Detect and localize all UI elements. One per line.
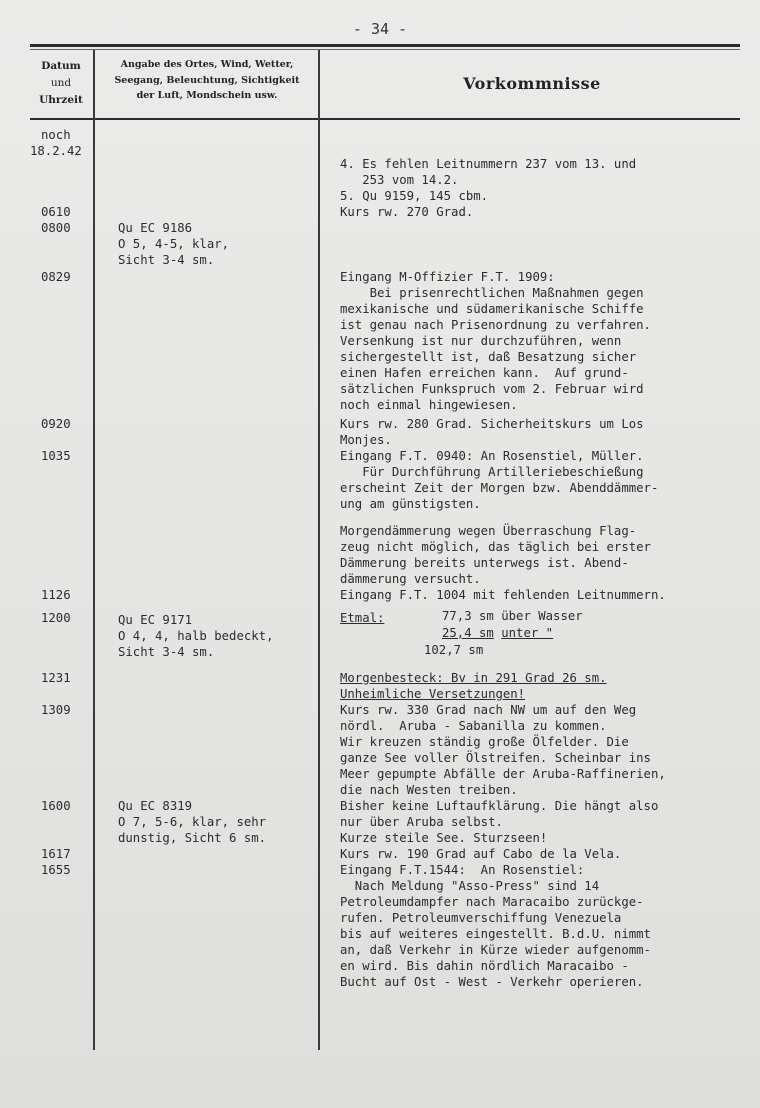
event-1126: Eingang F.T. 1004 mit fehlenden Leitnummern. xyxy=(340,588,666,602)
time-noch: noch xyxy=(41,128,71,142)
event-1035: Eingang F.T. 0940: An Rosenstiel, Müller. Für Durchführung Artilleriebeschießung erscheint Zeit der Morgen bzw. Abenddämmer- ung am günstigsten. xyxy=(340,449,659,511)
header-events: Vorkommnisse xyxy=(463,74,601,93)
column-divider-2 xyxy=(318,50,320,1050)
date-entry: 18.2.42 xyxy=(30,144,82,158)
time-1309: 1309 xyxy=(41,703,71,717)
time-0610: 0610 xyxy=(41,205,71,219)
page-number: - 34 - xyxy=(352,20,408,38)
event-morgendaemmerung: Morgendämmerung wegen Überraschung Flag- zeug nicht möglich, das täglich bei erster Dämmerung bereits unterwegs ist. Abend- dämmerung versucht. xyxy=(340,524,651,586)
location-entry-1200: Qu EC 9171 O 4, 4, halb bedeckt, Sicht 3-4 sm. xyxy=(118,613,274,659)
event-missing-leitnummern: 4. Es fehlen Leitnummern 237 vom 13. und 253 vom 14.2. 5. Qu 9159, 145 cbm. xyxy=(340,157,637,203)
header-location-weather: Angabe des Ortes, Wind, Wetter, Seegang, Beleuchtung, Sichtigkeit der Luft, Mondschein usw. xyxy=(114,59,300,101)
time-1035: 1035 xyxy=(41,449,71,463)
column-divider-1 xyxy=(93,50,95,1050)
event-0610: Kurs rw. 270 Grad. xyxy=(340,205,474,219)
location-entry-1600: Qu EC 8319 O 7, 5-6, klar, sehr dunstig, Sicht 6 sm. xyxy=(118,799,267,845)
header-rule xyxy=(30,118,740,120)
time-1126: 1126 xyxy=(41,588,71,602)
event-1617: Kurs rw. 190 Grad auf Cabo de la Vela. xyxy=(340,847,622,861)
event-1655: Eingang F.T.1544: An Rosenstiel: Nach Meldung "Asso-Press" sind 14 Petroleumdampfer nach Maracaibo zurückge- rufen. Petroleumverschiffung Venezuela bis auf weiteres eingestellt. B.d.U. nimmt an, daß Verkehr in Kürze wieder aufgenomm- en wird. Bis dahin nördlich Maracaibo - Bucht auf Ost - West - Verkehr operieren. xyxy=(340,863,651,989)
header-date-time: Datum und Uhrzeit xyxy=(39,60,83,106)
location-entry-0800: Qu EC 9186 O 5, 4-5, klar, Sicht 3-4 sm. xyxy=(118,221,230,267)
time-1200: 1200 xyxy=(41,611,71,625)
etmal-total: 102,7 sm xyxy=(424,643,484,657)
event-0920: Kurs rw. 280 Grad. Sicherheitskurs um Los Monjes. xyxy=(340,417,644,447)
time-0920: 0920 xyxy=(41,417,71,431)
time-0800: 0800 xyxy=(41,221,71,235)
etmal-row-1: 77,3 sm über Wasser xyxy=(442,609,583,623)
etmal-row-2: 25,4 sm unter " xyxy=(442,626,554,640)
time-1231: 1231 xyxy=(41,671,71,685)
time-0829: 0829 xyxy=(41,270,71,284)
event-1309: Kurs rw. 330 Grad nach NW um auf den Weg nördl. Aruba - Sabanilla zu kommen. Wir kreuzen ständig große Ölfelder. Die ganze See voller Ölstreifen. Scheinbar ins Meer gepumpte Abfälle der Aruba-Raffinerien, die nach Westen treiben. xyxy=(340,703,666,797)
event-1600: Bisher keine Luftaufklärung. Die hängt also nur über Aruba selbst. Kurze steile See. Sturzseen! xyxy=(340,799,659,845)
event-0829: Eingang M-Offizier F.T. 1909: Bei prisenrechtlichen Maßnahmen gegen mexikanische und südamerikanische Schiffe ist genau nach Prisenordnung zu verfahren. Versenkung ist nur durchzuführen, wenn sichergestellt ist, daß Besatzung sicher einen Hafen erreichen kann. Auf grund- sätzlichen Funkspruch vom 2. Februar wird noch einmal hingewiesen. xyxy=(340,270,651,412)
top-rule xyxy=(30,44,740,47)
time-1617: 1617 xyxy=(41,847,71,861)
time-1600: 1600 xyxy=(41,799,71,813)
event-1231: Morgenbesteck: Bv in 291 Grad 26 sm. Unheimliche Versetzungen! xyxy=(340,671,607,701)
time-1655: 1655 xyxy=(41,863,71,877)
etmal-label: Etmal: xyxy=(340,611,385,625)
top-rule-thin xyxy=(30,49,740,50)
